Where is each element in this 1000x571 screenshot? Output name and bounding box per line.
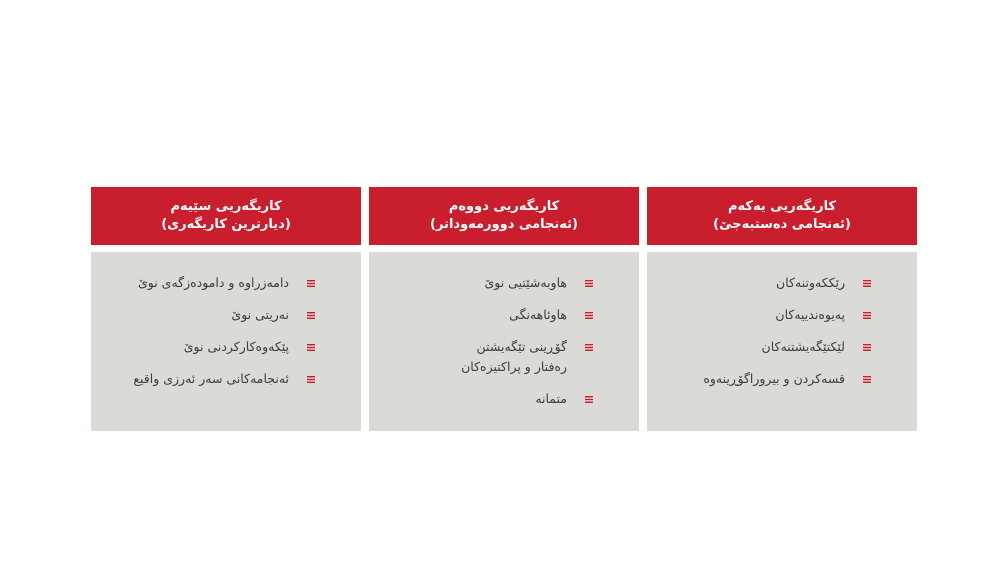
- item-text: ئەنجامەکانی سەر ئەرزی واقیع: [133, 371, 289, 386]
- item-text: رێککەوتنەکان: [776, 275, 845, 290]
- item-text: قسەکردن و بیروراگۆڕینەوە: [703, 371, 845, 386]
- column-body: [91, 252, 361, 431]
- bullet-icon: [307, 273, 315, 293]
- bullet-icon: [863, 369, 871, 389]
- bullet-icon: [585, 389, 593, 409]
- column-third-effect: [91, 187, 361, 431]
- column-title: کاریگەریی سێیەم: [170, 199, 282, 214]
- bullet-icon: [307, 337, 315, 357]
- item-text: پەیوەندییەکان: [775, 307, 845, 322]
- bullet-icon: [585, 337, 593, 357]
- list-item: [91, 337, 315, 357]
- column-header: [369, 187, 639, 245]
- column-second-effect: [369, 187, 639, 431]
- list-item: [369, 337, 593, 377]
- item-text: هاوئاهەنگی: [509, 307, 567, 322]
- item-text: هاوبەشێتیی نوێ: [484, 275, 567, 290]
- bullet-icon: [585, 305, 593, 325]
- item-text: دامەزراوە و دامودەزگەی نوێ: [137, 275, 289, 290]
- column-header: [647, 187, 917, 245]
- column-title: کاریگەریی یەکەم: [727, 199, 837, 214]
- list-item: [91, 369, 315, 389]
- list-item: [369, 305, 593, 325]
- list-item: [369, 389, 593, 409]
- item-text: گۆڕینی تێگەیشتن رەفتار و پراکتیزەکان: [461, 339, 567, 374]
- bullet-icon: [307, 369, 315, 389]
- list-item: [369, 273, 593, 293]
- bullet-icon: [863, 337, 871, 357]
- item-text: نەریتی نوێ: [231, 307, 289, 322]
- list-item: [647, 369, 871, 389]
- list-item: [647, 337, 871, 357]
- effects-diagram: [89, 187, 917, 431]
- column-header: [91, 187, 361, 245]
- bullet-icon: [307, 305, 315, 325]
- list-item: [91, 305, 315, 325]
- column-subtitle: (دیارترین کاریگەری): [161, 217, 291, 232]
- column-subtitle: (ئەنجامی دوورمەوداتر): [430, 217, 578, 232]
- bullet-icon: [585, 273, 593, 293]
- column-body: [369, 252, 639, 431]
- item-text: پێکەوەکارکردنی نوێ: [183, 339, 289, 354]
- list-item: [647, 305, 871, 325]
- column-body: [647, 252, 917, 431]
- bullet-icon: [863, 273, 871, 293]
- item-text: متمانە: [535, 391, 567, 406]
- item-text: لێکتێگەیشتنەکان: [761, 339, 845, 354]
- bullet-icon: [863, 305, 871, 325]
- list-item: [91, 273, 315, 293]
- column-title: کاریگەریی دووەم: [448, 199, 560, 214]
- column-first-effect: [647, 187, 917, 431]
- column-subtitle: (ئەنجامی دەستبەجێ): [713, 217, 851, 232]
- list-item: [647, 273, 871, 293]
